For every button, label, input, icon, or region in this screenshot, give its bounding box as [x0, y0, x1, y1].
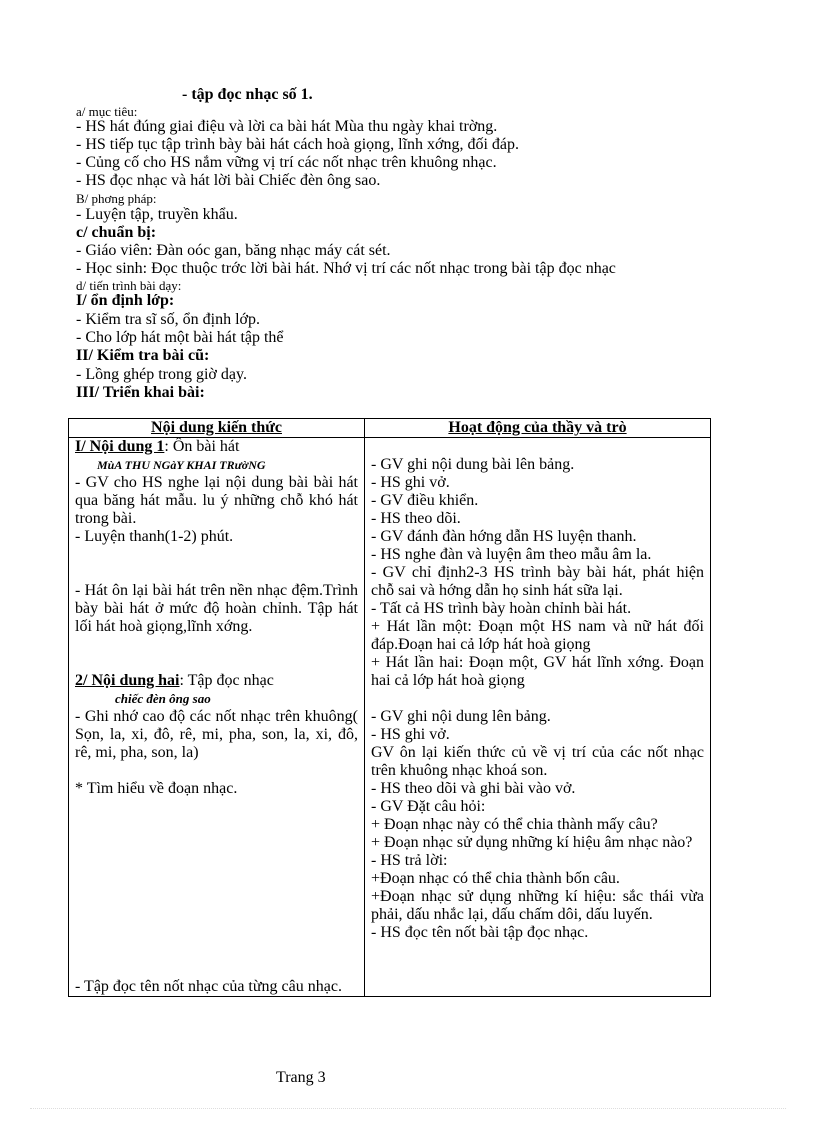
phuong-phap-item: - Luyện tập, truyền khẩu. [76, 206, 238, 223]
activity-item: - GV chỉ định2-3 HS trình bày bài hát, phát hiện chỗ sai và hớng dẫn họ sinh hát sữa lại. [371, 564, 704, 599]
on-dinh-item: - Kiểm tra sĩ số, ổn định lớp. [76, 311, 260, 328]
activity-item: - GV điều khiển. [371, 492, 479, 509]
activity-cell [365, 438, 711, 997]
knowledge-item: - GV cho HS nghe lại nội dung bài bài hát qua băng hát mẫu. lu ý những chỗ khó hát trong bài. [75, 474, 358, 527]
lesson-title: - tập đọc nhạc số 1. [182, 86, 313, 103]
page-number: Trang 3 [276, 1069, 326, 1086]
section-chuan-bi: c/ chuẩn bị: [76, 224, 157, 241]
activity-item: - HS trả lời: [371, 852, 448, 869]
activity-item: + Đoạn nhạc này có thể chia thành mấy câu? [371, 816, 658, 833]
activity-item: +Đoạn nhạc có thể chia thành bốn câu. [371, 870, 620, 887]
activity-item: - HS theo dõi. [371, 510, 461, 527]
song-title-1: MùA THU NGàY KHAI TRườNG [97, 458, 266, 472]
activity-item: - GV ghi nội dung bài lên bảng. [371, 456, 575, 473]
activity-item: - HS nghe đàn và luyện âm theo mẫu âm la. [371, 546, 652, 563]
knowledge-item: * Tìm hiểu về đoạn nhạc. [75, 780, 238, 797]
section-trien-khai: III/ Triển khai bài: [76, 384, 205, 401]
activity-item: - Tất cả HS trình bày hoàn chỉnh bài hát. [371, 600, 632, 617]
activity-item: - GV Đặt câu hỏi: [371, 798, 486, 815]
activity-item: +Đoạn nhạc sử dụng những kí hiệu: sắc thái vừa phải, dấu nhắc lại, dấu chấm dôi, dấu luyến. [371, 888, 704, 923]
muc-tieu-item: - HS hát đúng giai điệu và lời ca bài hát Mùa thu ngày khai trờng. [76, 118, 498, 135]
on-dinh-item: - Cho lớp hát một bài hát tập thể [76, 329, 284, 346]
nd2-label: 2/ Nội dung hai [75, 672, 180, 689]
activity-item: GV ôn lại kiến thức củ về vị trí của các nốt nhạc trên khuông nhạc khoá son. [371, 744, 704, 779]
section-tien-trinh: d/ tiến trình bài dạy: [76, 278, 182, 293]
column-header-hoat-dong: Hoạt động của thầy và trò [365, 419, 711, 438]
knowledge-item: - Hát ôn lại bài hát trên nền nhạc đệm.Trình bày bài hát ở mức độ hoàn chỉnh. Tập hát lối hát hoà giọng,lĩnh xớng. [75, 582, 358, 635]
chuan-bi-item: - Học sinh: Đọc thuộc trớc lời bài hát. Nhớ vị trí các nốt nhạc trong bài tập đọc nhạc [76, 260, 616, 277]
activity-item: + Đoạn nhạc sử dụng những kí hiệu âm nhạc nào? [371, 834, 693, 851]
nd2-text: : Tập đọc nhạc [179, 672, 274, 689]
section-muc-tieu: a/ mục tiêu: [76, 104, 138, 119]
section-phuong-phap: B/ phơng pháp: [76, 191, 157, 206]
knowledge-cell [69, 438, 365, 997]
nd1-text: : Ôn bài hát [164, 438, 240, 455]
section-kiem-tra: II/ Kiểm tra bài cũ: [76, 347, 210, 364]
activity-item: + Hát lần một: Đoạn một HS nam và nữ hát đối đáp.Đoạn hai cả lớp hát hoà giọng [371, 618, 704, 653]
column-header-noi-dung: Nội dung kiến thức [69, 419, 365, 438]
section-on-dinh: I/ ổn định lớp: [76, 292, 175, 309]
activity-item: - HS ghi vở. [371, 726, 450, 743]
activity-item: - HS theo dõi và ghi bài vào vở. [371, 780, 576, 797]
muc-tieu-item: - Củng cố cho HS nắm vững vị trí các nốt nhạc trên khuông nhạc. [76, 154, 497, 171]
activity-item: + Hát lần hai: Đoạn một, GV hát lĩnh xớng. Đoạn hai cả lớp hát hoà giọng [371, 654, 704, 689]
muc-tieu-item: - HS đọc nhạc và hát lời bài Chiếc đèn ông sao. [76, 172, 381, 189]
chuan-bi-item: - Giáo viên: Đàn oóc gan, băng nhạc máy cát sét. [76, 242, 391, 259]
activity-item: - GV đánh đàn hớng dẫn HS luyện thanh. [371, 528, 637, 545]
activity-item: - HS ghi vở. [371, 474, 450, 491]
kiem-tra-item: - Lồng ghép trong giờ dạy. [76, 366, 247, 383]
page-edge-divider [30, 1108, 786, 1109]
lesson-table [68, 418, 711, 997]
knowledge-item: - Tập đọc tên nốt nhạc của từng câu nhạc. [75, 978, 342, 995]
activity-item: - HS đọc tên nốt bài tập đọc nhạc. [371, 924, 589, 941]
song-title-2: chiếc đèn ông sao [115, 691, 211, 706]
knowledge-item: - Luyện thanh(1-2) phút. [75, 528, 234, 545]
activity-item: - GV ghi nội dung lên bảng. [371, 708, 551, 725]
muc-tieu-item: - HS tiếp tục tập trình bày bài hát cách hoà giọng, lĩnh xớng, đối đáp. [76, 136, 520, 153]
nd1-label: I/ Nội dung 1 [75, 438, 165, 455]
knowledge-item: - Ghi nhớ cao độ các nốt nhạc trên khuông( Sọn, la, xi, đô, rê, mi, pha, son, la, xi, đô, rê, mi, pha, son, la) [75, 708, 358, 761]
table-header-row [69, 419, 711, 438]
table-row [69, 438, 711, 997]
